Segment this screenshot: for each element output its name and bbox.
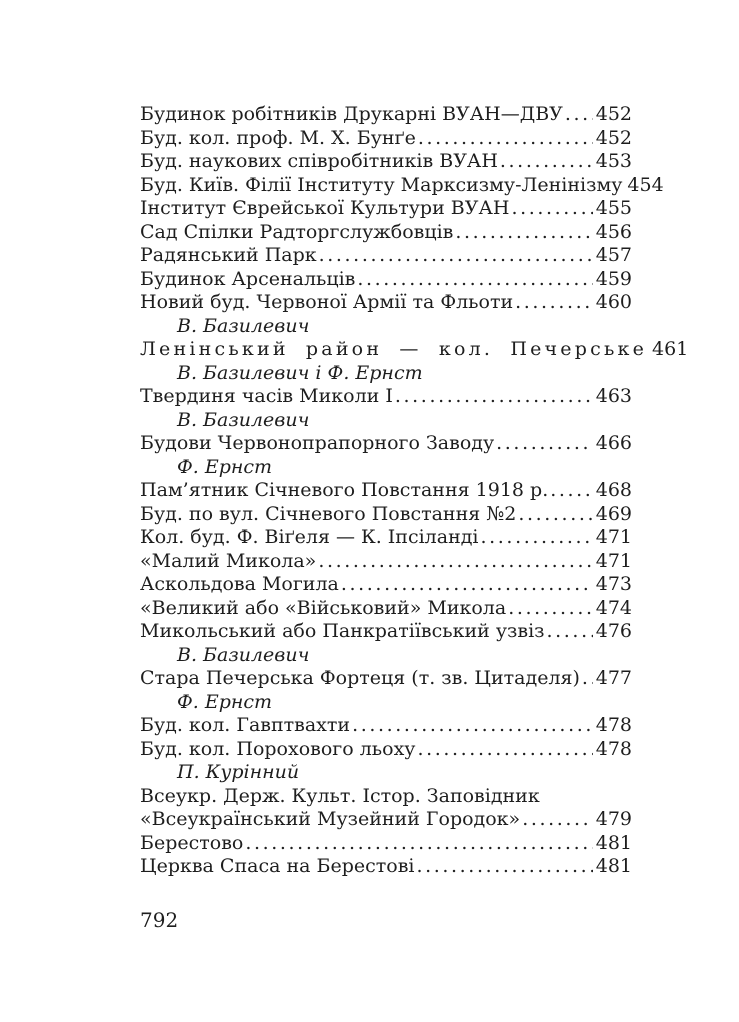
dot-leader — [550, 479, 592, 503]
toc-entry — [140, 385, 632, 409]
toc-entry-title: Ленінський район — кол. Печерське — [140, 338, 648, 360]
toc-entry — [140, 667, 632, 691]
dot-leader — [496, 432, 593, 456]
toc-entry — [140, 221, 632, 245]
toc-entry-page: 476 — [595, 620, 632, 642]
toc-author-name: Ф. Ернст — [177, 455, 273, 478]
toc-entry-page: 455 — [595, 197, 632, 219]
toc-entry — [140, 620, 632, 644]
toc-entry-title: Сад Спілки Радторгслужбовців — [140, 220, 454, 243]
toc-entry — [140, 432, 632, 456]
toc-author-line — [140, 315, 632, 339]
toc-entry-title: Аскольдова Могила — [140, 573, 339, 595]
toc-entry-page: 456 — [595, 220, 632, 243]
toc-entry-page: 460 — [595, 291, 632, 313]
toc-author-name: П. Курінний — [177, 761, 300, 783]
toc-entry — [140, 150, 632, 174]
toc-entry-title: Буд. кол. Порохового льоху — [140, 737, 416, 760]
dot-leader — [565, 103, 593, 127]
toc-entry-page: 453 — [595, 150, 632, 172]
toc-entry-title: Буд. Київ. Філії Інституту Марксизму-Ленінізму — [140, 173, 623, 196]
dot-leader — [508, 597, 593, 621]
toc-entry-page: 454 — [627, 173, 664, 196]
toc-entry-title: «Всеукраїнський Музейний Городок» — [140, 808, 521, 830]
dot-leader — [481, 526, 593, 550]
toc-entry-page: 481 — [595, 855, 632, 877]
toc-entry-page: 457 — [595, 244, 632, 266]
toc-entry — [140, 808, 632, 832]
toc-entry — [140, 268, 632, 292]
toc-entry — [140, 573, 632, 597]
toc-list — [140, 103, 689, 879]
toc-entry-page: 463 — [595, 385, 632, 407]
dot-leader — [357, 268, 592, 292]
dot-leader — [341, 573, 593, 597]
toc-entry-page: 473 — [595, 573, 632, 595]
toc-entry-page: 481 — [595, 831, 632, 854]
toc-entry-title: Буд. наукових співробітників ВУАН — [140, 150, 498, 172]
toc-entry-page: 474 — [595, 596, 632, 619]
toc-entry-page: 468 — [595, 479, 632, 501]
dot-leader — [522, 808, 593, 832]
toc-entry-title: Стара Печерська Фортеця (т. зв. Цитаделя) — [140, 667, 580, 689]
dot-leader — [418, 127, 593, 151]
dot-leader — [582, 667, 593, 691]
toc-author-name: В. Базилевич — [177, 643, 310, 666]
toc-entry-page: 466 — [595, 432, 632, 454]
dot-leader — [511, 197, 592, 221]
dot-leader — [500, 150, 593, 174]
toc-entry-title: Берестово — [140, 831, 244, 854]
toc-entry — [140, 479, 632, 503]
toc-author-line — [140, 691, 632, 715]
toc-entry — [140, 503, 632, 527]
toc-entry — [140, 526, 632, 550]
toc-entry-title: Твердиня часів Миколи І — [140, 385, 393, 407]
toc-entry-page: 461 — [652, 338, 689, 360]
toc-entry-title: Церква Спаса на Берестові — [140, 855, 415, 877]
toc-author-name: Ф. Ернст — [177, 690, 273, 713]
toc-entry-title: Микольський або Панкратіївський узвіз — [140, 620, 545, 642]
toc-entry — [140, 738, 632, 762]
toc-entry-page: 478 — [595, 714, 632, 736]
toc-entry-title: Всеукр. Держ. Культ. Істор. Заповідник — [140, 784, 540, 807]
toc-entry-page: 478 — [595, 737, 632, 760]
toc-entry-continued — [140, 785, 632, 809]
toc-entry-page: 469 — [595, 502, 632, 525]
toc-author-name: В. Базилевич — [177, 314, 310, 337]
toc-entry-title: Будови Червонопрапорного Заводу — [140, 432, 495, 454]
toc-entry-title: Буд. кол. Гавптвахти — [140, 714, 351, 736]
toc-entry — [140, 103, 632, 127]
toc-entry-page: 471 — [595, 526, 632, 548]
toc-entry-page: 452 — [595, 103, 632, 125]
toc-author-line — [140, 644, 632, 668]
toc-entry-title: «Малий Микола» — [140, 549, 317, 572]
dot-leader — [245, 832, 592, 856]
toc-entry — [140, 597, 632, 621]
dot-leader — [455, 221, 592, 245]
toc-author-line — [140, 409, 632, 433]
toc-author-name: В. Базилевич і Ф. Ернст — [177, 361, 423, 384]
toc-entry — [140, 550, 632, 574]
dot-leader — [416, 855, 592, 879]
toc-entry — [140, 338, 689, 362]
toc-entry — [140, 855, 632, 879]
toc-entry-title: Будинок робітників Друкарні ВУАН—ДВУ — [140, 103, 563, 125]
toc-entry-title: Буд. по вул. Січневого Повстання №2 — [140, 502, 517, 525]
toc-entry — [140, 197, 632, 221]
toc-entry — [140, 291, 632, 315]
toc-entry-title: «Великий або «Військовий» Микола — [140, 596, 507, 619]
toc-entry-page: 471 — [595, 549, 632, 572]
toc-entry — [140, 714, 632, 738]
dot-leader — [515, 291, 593, 315]
dot-leader — [518, 503, 592, 527]
dot-leader — [318, 550, 592, 574]
dot-leader — [547, 620, 593, 644]
dot-leader — [319, 244, 593, 268]
toc-entry-title: Новий буд. Червоної Армії та Фльоти — [140, 291, 514, 313]
toc-entry — [140, 127, 632, 151]
toc-author-line — [140, 761, 632, 785]
toc-entry-page: 477 — [595, 667, 632, 689]
toc-entry-page: 479 — [595, 808, 632, 830]
page-number: 792 — [140, 908, 179, 932]
dot-leader — [352, 714, 593, 738]
toc-author-name: В. Базилевич — [177, 408, 310, 431]
toc-entry-title: Радянський Парк — [140, 244, 317, 266]
toc-entry — [140, 244, 632, 268]
toc-entry-page: 452 — [595, 126, 632, 149]
toc-entry-title: Пам’ятник Січневого Повстання 1918 р. — [140, 479, 549, 501]
toc-entry — [140, 832, 632, 856]
toc-entry-title: Буд. кол. проф. М. Х. Бунґе — [140, 126, 416, 149]
dot-leader — [417, 738, 592, 762]
toc-author-line — [140, 456, 632, 480]
toc-author-line — [140, 362, 632, 386]
toc-entry — [140, 173, 664, 198]
toc-entry-title: Будинок Арсенальців — [140, 267, 356, 290]
toc-entry-title: Інститут Єврейської Культури ВУАН — [140, 197, 510, 219]
dot-leader — [395, 385, 593, 409]
toc-entry-title: Кол. буд. Ф. Віґеля — К. Іпсіланді — [140, 526, 479, 548]
toc-entry-page: 459 — [595, 267, 632, 290]
